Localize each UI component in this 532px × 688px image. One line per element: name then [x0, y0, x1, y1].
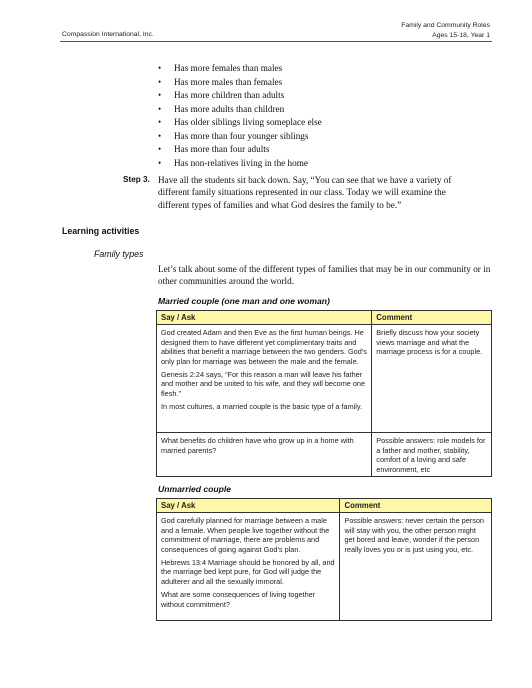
- cell-paragraph: In most cultures, a married couple is the basic type of a family.: [161, 402, 363, 412]
- header-divider: [60, 41, 492, 42]
- table-header-row: [157, 499, 492, 513]
- married-couple-caption: Married couple (one man and one woman): [158, 296, 330, 306]
- bullet-icon: •: [158, 90, 162, 100]
- comment-header: Comment: [340, 499, 492, 513]
- bullet-icon: •: [158, 157, 162, 168]
- bullet-icon: •: [158, 63, 162, 73]
- cell-paragraph: God created Adam and then Eve as the first human beings. He designed them to have different yet complimentary traits and abilities that benefit a marriage between the two genders. God’s only plan for marriage was between the male and the female.: [161, 328, 367, 366]
- section-title: Learning activities: [62, 226, 140, 236]
- unmarried-couple-table: [156, 498, 492, 621]
- table-header-row: [157, 311, 492, 325]
- list-item: • Has older siblings living someplace else: [158, 116, 322, 130]
- table-row: [157, 513, 492, 621]
- bullet-icon: •: [158, 117, 162, 127]
- list-item: • Has more than four younger siblings: [158, 130, 322, 144]
- say-ask-cell: [157, 433, 372, 477]
- intro-paragraph: Let’s talk about some of the different types of families that may be in our community or in other communities around the world.: [158, 264, 491, 287]
- subsection-title: Family types: [94, 249, 144, 259]
- comment-cell: Possible answers: never certain the person will stay with you, the other person might get bored and leave, wonder if the person really loves you or is just using you, etc.: [340, 513, 492, 621]
- header-document-info: [401, 21, 490, 41]
- say-ask-header: Say / Ask: [157, 499, 340, 513]
- cell-paragraph: God carefully planned for marriage between a male and a female. When people live together without the commitment of marriage, there are problems and consequences of going against God’s plan.: [161, 516, 330, 554]
- say-ask-cell: [157, 513, 340, 621]
- cell-paragraph: What benefits do children have who grow up in a home with married parents?: [161, 436, 354, 455]
- bullet-icon: •: [158, 76, 162, 87]
- header-grade: Ages 15-18, Year 1: [432, 32, 490, 39]
- unmarried-couple-caption: Unmarried couple: [158, 484, 232, 494]
- list-item: • Has more males than females: [158, 76, 322, 90]
- step-3-text: Have all the students sit back down. Say, “You can see that we have a variety of different family situations represented in our class. Today we will examine the different types of families and what God desires the family to be.”: [158, 175, 452, 210]
- table-row: [157, 325, 492, 433]
- header-organization: Compassion International, Inc.: [62, 31, 154, 38]
- list-item: • Has more females than males: [158, 62, 322, 76]
- bullet-icon: •: [158, 103, 162, 114]
- say-ask-header: Say / Ask: [157, 311, 372, 325]
- step-3-label: Step 3.: [123, 175, 150, 184]
- table-row: [157, 433, 492, 477]
- list-item: • Has more than four adults: [158, 143, 322, 157]
- cell-paragraph: What are some consequences of living together without commitment?: [161, 590, 316, 609]
- married-couple-table: [156, 310, 492, 477]
- comment-cell: Possible answers: role models for a father and mother, stability, comfort of a loving and safe environment, etc: [372, 433, 492, 477]
- bullet-icon: •: [158, 130, 162, 141]
- list-item: • Has non-relatives living in the home: [158, 157, 322, 171]
- bullet-icon: •: [158, 144, 162, 154]
- header-doc-title: Family and Community Roles: [401, 22, 490, 29]
- cell-paragraph: Genesis 2:24 says, “For this reason a man will leave his father and mother and be united to his wife, and they will become one flesh.”: [161, 370, 366, 398]
- list-item: • Has more adults than children: [158, 103, 322, 117]
- say-ask-cell: [157, 325, 372, 433]
- family-situation-list: [158, 62, 322, 170]
- comment-header: Comment: [372, 311, 492, 325]
- list-item: • Has more children than adults: [158, 89, 322, 103]
- cell-paragraph: Hebrews 13:4 Marriage should be honored by all, and the marriage bed kept pure, for God will judge the adulterer and all the sexually immoral.: [161, 558, 335, 586]
- comment-cell: Briefly discuss how your society views marriage and what the marriage process is for a couple.: [372, 325, 492, 433]
